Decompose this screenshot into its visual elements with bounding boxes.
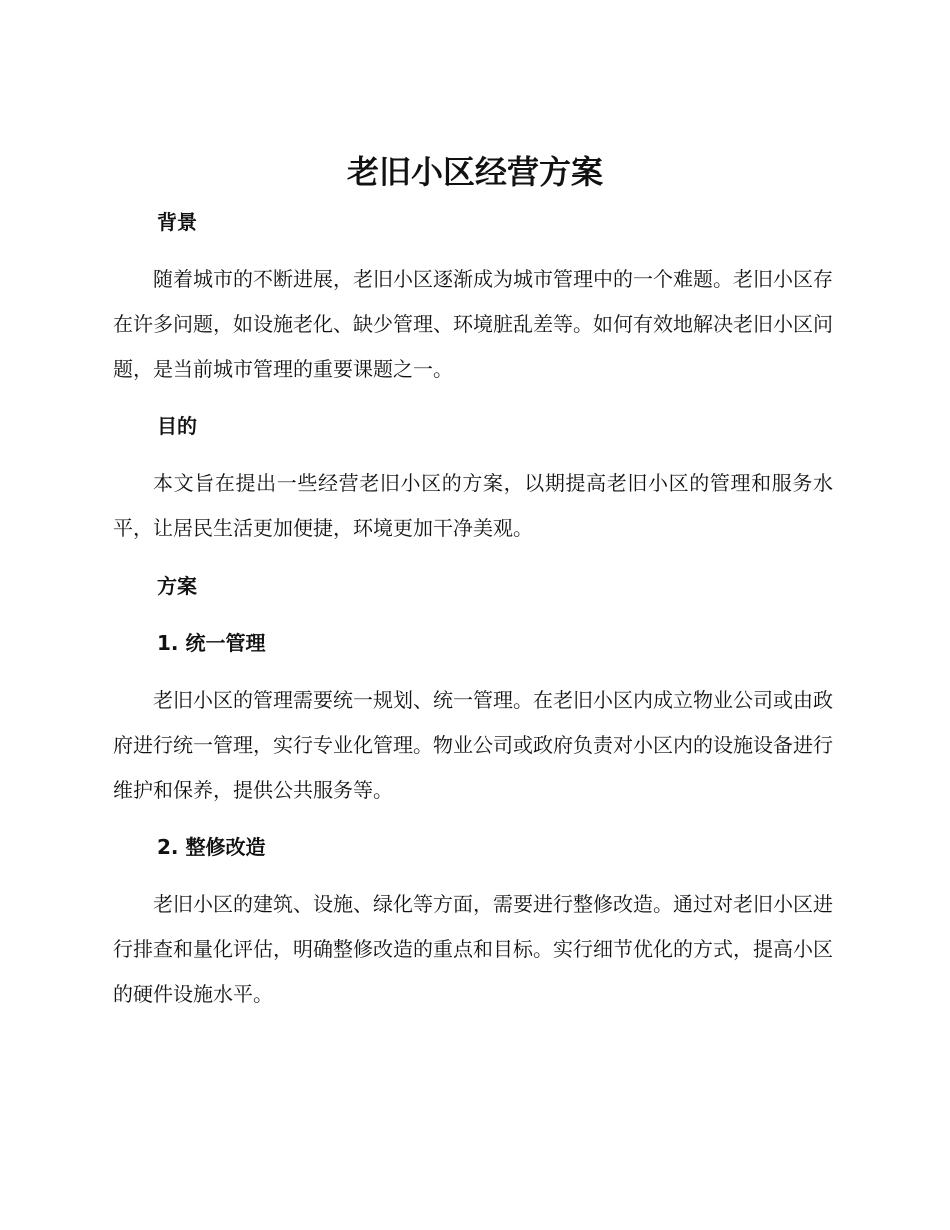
section-paragraph-background: 随着城市的不断进展，老旧小区逐渐成为城市管理中的一个难题。老旧小区存在许多问题，如设施老化、缺少管理、环境脏乱差等。如何有效地解决老旧小区问题，是当前城市管理的重要课题之一。 [113,267,833,381]
section-heading-purpose: 目的 [157,414,197,438]
section-paragraph-purpose: 本文旨在提出一些经营老旧小区的方案，以期提高老旧小区的管理和服务水平，让居民生活更加便捷，环境更加干净美观。 [113,471,833,540]
section-heading-plan: 方案 [157,574,197,598]
section-paragraph-renovation: 老旧小区的建筑、设施、绿化等方面，需要进行整修改造。通过对老旧小区进行排查和量化评估，明确整修改造的重点和目标。实行细节优化的方式，提高小区的硬件设施水平。 [113,892,833,1006]
section-heading-renovation: 2. 整修改造 [157,835,266,859]
section-heading-unified-management: 1. 统一管理 [157,631,266,655]
section-heading-background: 背景 [157,210,197,234]
section-paragraph-unified-management: 老旧小区的管理需要统一规划、统一管理。在老旧小区内成立物业公司或由政府进行统一管理，实行专业化管理。物业公司或政府负责对小区内的设施设备进行维护和保养，提供公共服务等。 [113,688,833,802]
document-title: 老旧小区经营方案 [346,153,603,191]
